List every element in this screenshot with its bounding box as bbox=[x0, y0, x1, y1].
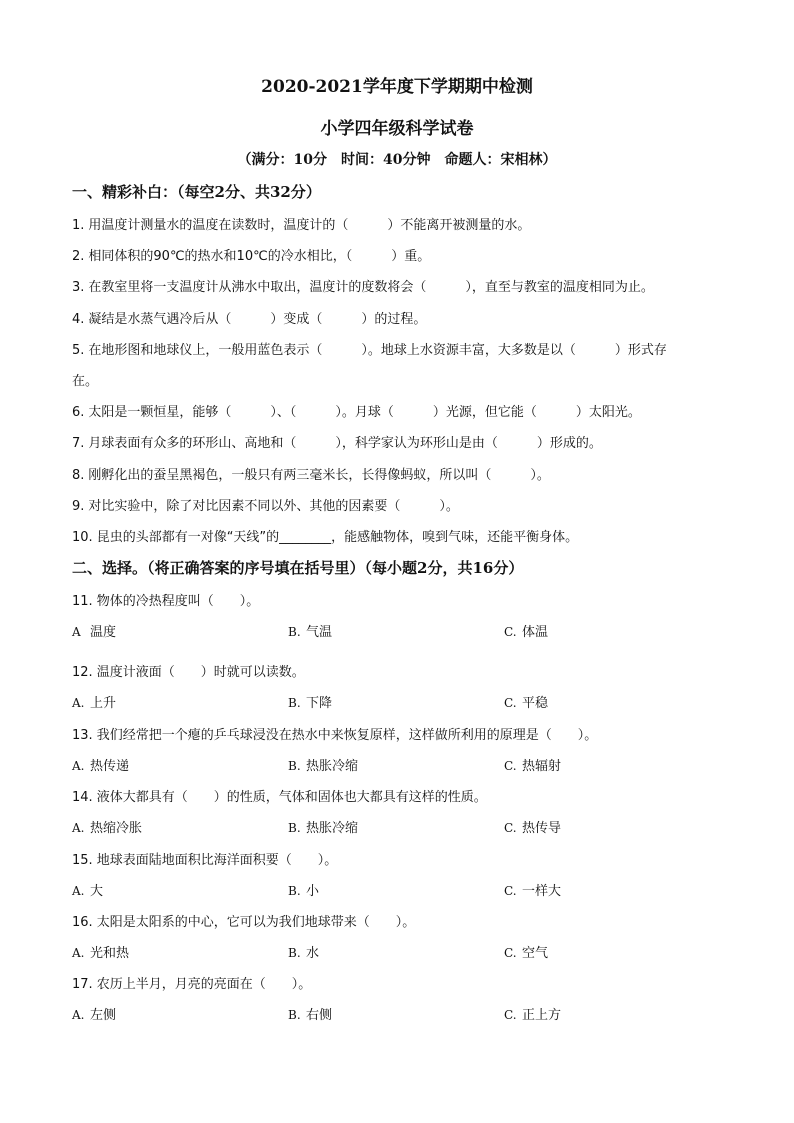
question-text: 在教室里将一支温度计从沸水中取出，温度计的度数将会（ ），直至与教室的温度相同为止。 bbox=[88, 280, 654, 295]
question-15 bbox=[72, 849, 337, 868]
option-text: 大 bbox=[90, 884, 104, 899]
option-text: 平稳 bbox=[522, 696, 549, 711]
exam-subtitle: 小学四年级科学试卷 bbox=[320, 119, 474, 139]
question-2 bbox=[72, 245, 430, 264]
option-b bbox=[288, 1004, 332, 1023]
question-number: 4. bbox=[72, 312, 85, 327]
question-text: 农历上半月，月亮的亮面在（ ）。 bbox=[96, 977, 312, 992]
option-label: A. bbox=[72, 1008, 85, 1022]
option-label: C. bbox=[504, 759, 517, 773]
option-b bbox=[288, 621, 332, 640]
section1-heading: 一、精彩补白：（每空2分、共32分） bbox=[72, 183, 321, 201]
question-4 bbox=[72, 308, 426, 327]
option-label: A bbox=[72, 625, 81, 639]
question-number: 13. bbox=[72, 728, 93, 743]
option-text: 气温 bbox=[306, 625, 333, 640]
question-text: 在地形图和地球仪上，一般用蓝色表示（ ）。地球上水资源丰富，大多数是以（ ）形式存 bbox=[88, 343, 667, 358]
option-c bbox=[504, 1004, 561, 1023]
question-5-continued: 在。 bbox=[72, 374, 99, 389]
question-10 bbox=[72, 526, 578, 545]
question-number: 10. bbox=[72, 530, 93, 545]
option-a bbox=[72, 817, 142, 836]
question-16 bbox=[72, 911, 415, 930]
option-label: A. bbox=[72, 884, 85, 898]
option-text: 热缩冷胀 bbox=[90, 821, 143, 836]
option-label: C. bbox=[504, 1008, 517, 1022]
question-text: 地球表面陆地面积比海洋面积要（ ）。 bbox=[96, 853, 338, 868]
question-7 bbox=[72, 432, 602, 451]
question-text: 月球表面有众多的环形山、高地和（ ），科学家认为环形山是由（ ）形成的。 bbox=[88, 436, 602, 451]
question-5 bbox=[72, 339, 667, 358]
option-label: B. bbox=[288, 759, 301, 773]
option-c bbox=[504, 621, 548, 640]
option-c bbox=[504, 692, 548, 711]
option-text: 热胀冷缩 bbox=[306, 821, 359, 836]
question-8 bbox=[72, 464, 550, 483]
option-a bbox=[72, 880, 103, 899]
option-c bbox=[504, 880, 561, 899]
option-a bbox=[72, 621, 116, 640]
option-label: A. bbox=[72, 759, 85, 773]
option-label: A. bbox=[72, 696, 85, 710]
question-text: 对比实验中，除了对比因素不同以外、其他的因素要（ ）。 bbox=[88, 499, 459, 514]
option-text: 上升 bbox=[90, 696, 117, 711]
option-label: B. bbox=[288, 696, 301, 710]
option-text: 热传导 bbox=[522, 821, 562, 836]
exam-title: 2020-2021学年度下学期期中检测 bbox=[261, 77, 533, 97]
question-text: 相同体积的90℃的热水和10℃的冷水相比，（ ）重。 bbox=[88, 249, 431, 264]
exam-info: （满分：10分 时间：40分钟 命题人：宋相林） bbox=[237, 152, 557, 168]
question-13 bbox=[72, 724, 597, 743]
option-label: C. bbox=[504, 696, 517, 710]
option-label: B. bbox=[288, 946, 301, 960]
option-b bbox=[288, 692, 332, 711]
option-c bbox=[504, 755, 561, 774]
option-a bbox=[72, 1004, 116, 1023]
option-label: B. bbox=[288, 1008, 301, 1022]
option-label: A. bbox=[72, 821, 85, 835]
question-number: 17. bbox=[72, 977, 93, 992]
option-b bbox=[288, 817, 358, 836]
option-a bbox=[72, 755, 129, 774]
option-text: 右侧 bbox=[306, 1008, 333, 1023]
question-text: 太阳是一颗恒星，能够（ ）、（ ）。月球（ ）光源，但它能（ ）太阳光。 bbox=[88, 405, 641, 420]
option-label: B. bbox=[288, 625, 301, 639]
question-number: 8. bbox=[72, 468, 85, 483]
option-text: 小 bbox=[306, 884, 320, 899]
option-label: A. bbox=[72, 946, 85, 960]
question-text: 用温度计测量水的温度在读数时，温度计的（ ）不能离开被测量的水。 bbox=[88, 218, 531, 233]
option-text: 水 bbox=[306, 946, 320, 961]
question-12 bbox=[72, 661, 305, 680]
option-text: 空气 bbox=[522, 946, 549, 961]
question-11 bbox=[72, 590, 259, 609]
section2-heading: 二、选择。（将正确答案的序号填在括号里）（每小题2分，共16分） bbox=[72, 559, 524, 577]
question-14 bbox=[72, 786, 487, 805]
question-number: 5. bbox=[72, 343, 85, 358]
question-text: 物体的冷热程度叫（ ）。 bbox=[96, 594, 260, 609]
option-a bbox=[72, 692, 116, 711]
option-text: 温度 bbox=[90, 625, 117, 640]
question-number: 1. bbox=[72, 218, 85, 233]
option-b bbox=[288, 942, 319, 961]
question-number: 11. bbox=[72, 594, 93, 609]
option-text: 下降 bbox=[306, 696, 333, 711]
option-label: C. bbox=[504, 821, 517, 835]
question-3 bbox=[72, 276, 654, 295]
question-text: 凝结是水蒸气遇冷后从（ ）变成（ ）的过程。 bbox=[88, 312, 427, 327]
option-text: 热胀冷缩 bbox=[306, 759, 359, 774]
option-text: 正上方 bbox=[522, 1008, 562, 1023]
option-label: B. bbox=[288, 821, 301, 835]
question-number: 16. bbox=[72, 915, 93, 930]
option-text: 体温 bbox=[522, 625, 549, 640]
question-number: 14. bbox=[72, 790, 93, 805]
question-text: 我们经常把一个瘪的乒乓球浸没在热水中来恢复原样，这样做所利用的原理是（ ）。 bbox=[96, 728, 598, 743]
question-number: 2. bbox=[72, 249, 85, 264]
question-number: 12. bbox=[72, 665, 93, 680]
question-6 bbox=[72, 401, 641, 420]
question-text: 温度计液面（ ）时就可以读数。 bbox=[96, 665, 305, 680]
question-number: 9. bbox=[72, 499, 85, 514]
option-label: C. bbox=[504, 946, 517, 960]
question-number: 3. bbox=[72, 280, 85, 295]
question-1 bbox=[72, 214, 530, 233]
option-text: 热辐射 bbox=[522, 759, 562, 774]
question-text: 昆虫的头部都有一对像“天线”的________，能感触物体，嗅到气味，还能平衡身体。 bbox=[96, 530, 579, 545]
question-text: 液体大都具有（ ）的性质，气体和固体也大都具有这样的性质。 bbox=[96, 790, 487, 805]
option-text: 热传递 bbox=[90, 759, 130, 774]
option-label: B. bbox=[288, 884, 301, 898]
question-text: 刚孵化出的蚕呈黑褐色，一般只有两三毫米长，长得像蚂蚁，所以叫（ ）。 bbox=[88, 468, 550, 483]
option-label: C. bbox=[504, 625, 517, 639]
option-a bbox=[72, 942, 129, 961]
question-9 bbox=[72, 495, 459, 514]
question-text: 太阳是太阳系的中心，它可以为我们地球带来（ ）。 bbox=[96, 915, 416, 930]
question-number: 6. bbox=[72, 405, 85, 420]
option-c bbox=[504, 942, 548, 961]
question-number: 7. bbox=[72, 436, 85, 451]
option-text: 一样大 bbox=[522, 884, 562, 899]
option-text: 光和热 bbox=[90, 946, 130, 961]
question-17 bbox=[72, 973, 311, 992]
option-text: 左侧 bbox=[90, 1008, 117, 1023]
option-c bbox=[504, 817, 561, 836]
question-number: 15. bbox=[72, 853, 93, 868]
option-label: C. bbox=[504, 884, 517, 898]
option-b bbox=[288, 755, 358, 774]
option-b bbox=[288, 880, 319, 899]
